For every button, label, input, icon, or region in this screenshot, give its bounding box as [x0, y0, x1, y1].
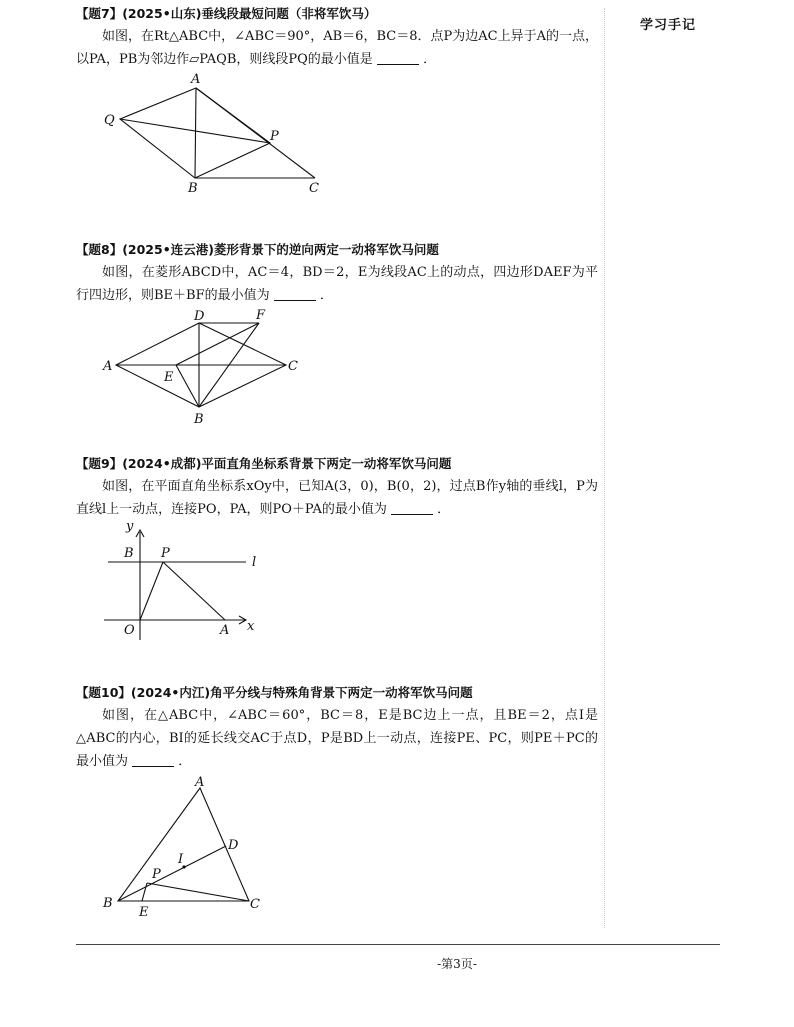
problem-10-period: ． [178, 754, 192, 769]
label-P: P [270, 129, 279, 144]
problem-8-tag: 【题8】 [76, 242, 123, 257]
problem-7-period: ． [423, 52, 437, 67]
problem-8-topic: 菱形背景下的逆向两定一动将军饮马问题 [213, 242, 439, 257]
label-B: B [124, 546, 134, 561]
label-A: A [195, 775, 205, 790]
problem-8-text: 如图，在菱形ABCD中，AC＝4，BD＝2，E为线段AC上的动点，四边形DAEF为平行四边形，则BE＋BF的最小值为 [76, 265, 598, 303]
problem-7-text: 如图，在Rt△ABC中，∠ABC＝90°，AB＝6，BC＝8．点P为边AC上异于A的一点，以PA，PB为邻边作▱PAQB，则线段PQ的最小值是 [76, 29, 598, 67]
label-C: C [250, 897, 260, 912]
problem-9-text: 如图，在平面直角坐标系xOy中，已知A(3，0)，B(0，2)，过点B作y轴的垂线l，P为直线l上一动点，连接PO，PA，则PO＋PA的最小值为 [76, 479, 598, 517]
label-A: A [103, 359, 113, 374]
problem-9-tag: 【题9】 [76, 456, 123, 471]
problem-7-topic: 垂线段最短问题（非将军饮马） [201, 6, 377, 21]
problem-8-source: (2025•连云港) [122, 242, 214, 257]
label-A: A [191, 72, 201, 87]
study-notes-title: 学习手记 [640, 18, 697, 33]
problem-10-text: 如图，在△ABC中，∠ABC＝60°，BC＝8，E是BC边上一点，且BE＝2，点I是△ABC的内心，BI的延长线交AC于点D，P是BD上一动点，连接PE、PC，则PE＋PC的最小值为 [76, 708, 598, 769]
label-I: I [178, 852, 184, 867]
label-E: E [139, 905, 149, 920]
problem-9-source: (2024•成都) [122, 456, 202, 471]
label-x: x [247, 619, 255, 634]
problem-10-topic: 角平分线与特殊角背景下两定一动将军饮马问题 [210, 685, 473, 700]
problem-10-source: (2024•内江) [130, 685, 211, 700]
label-B: B [103, 896, 113, 911]
label-l: l [252, 555, 257, 570]
segment-PC [147, 883, 249, 901]
label-B: B [188, 181, 198, 196]
problem-7-source: (2025•山东) [122, 6, 202, 21]
label-P: P [152, 867, 161, 882]
problem-7-tag: 【题7】 [76, 6, 123, 21]
label-C: C [288, 359, 298, 374]
footer-rule [76, 944, 720, 945]
label-D: D [194, 309, 205, 324]
label-y: y [126, 519, 134, 534]
label-C: C [309, 181, 319, 196]
label-P: P [161, 546, 170, 561]
problem-9-period: ． [437, 502, 451, 517]
label-Q: Q [104, 113, 115, 128]
page-number: -第3页- [437, 957, 477, 971]
label-F: F [256, 308, 266, 323]
label-E: E [164, 370, 174, 385]
label-A: A [220, 623, 230, 638]
problem-9-topic: 平面直角坐标系背景下两定一动将军饮马问题 [201, 456, 452, 471]
segment-PE [142, 883, 147, 901]
problem-10-tag: 【题10】 [76, 685, 131, 700]
segment-BD [118, 846, 226, 901]
label-O: O [124, 623, 135, 638]
label-D: D [228, 838, 239, 853]
problem-8-period: ． [319, 288, 333, 303]
label-B: B [194, 412, 204, 427]
